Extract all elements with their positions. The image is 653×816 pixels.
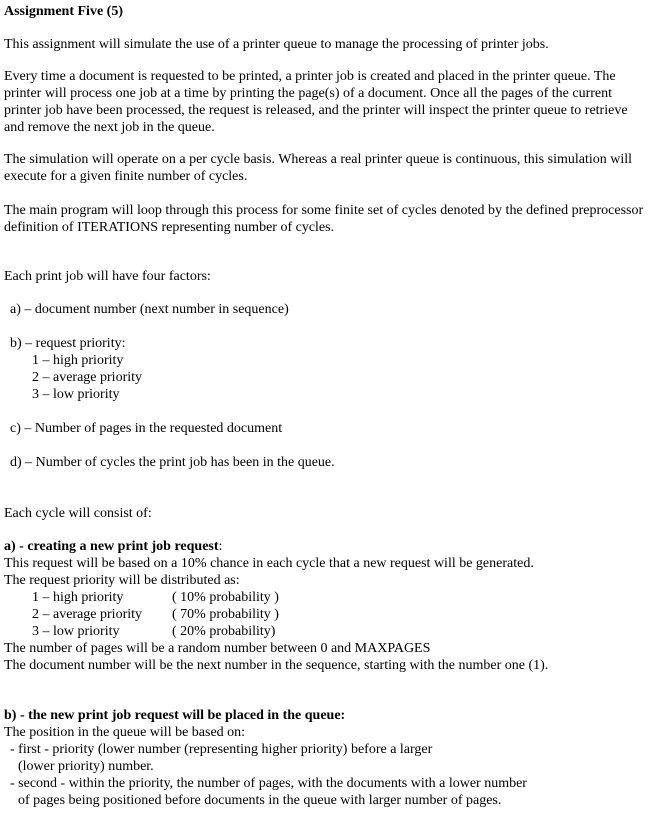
factor-b-item: 3 – low priority [32, 387, 120, 402]
cycle-step-a-title: a) - creating a new print job request [4, 539, 219, 554]
cycle-b-line: - second - within the priority, the number of pages, with the documents with a lower number [10, 776, 527, 791]
priority-probability: ( 20% probability) [172, 624, 276, 639]
cycle-b-line: (lower priority) number. [18, 759, 154, 774]
factor-b-item: 2 – average priority [32, 370, 143, 385]
cycle-a-line: The request priority will be distributed as: [4, 573, 240, 588]
cycle-b-line: The position in the queue will be based on: [4, 725, 246, 740]
printer-process-paragraph: Every time a document is requested to be printed, a printer job is created and placed in the printer queue. The printer will process one job at a time by printing the page(s) of a document. Once all the pages of the current printer job have been processed, the request is released, and the printer will inspect the printer queue to retrieve and remove the next job in the queue. [4, 69, 628, 135]
cycle-a-line: This request will be based on a 10% chance in each cycle that a new request will be generated. [4, 556, 534, 571]
cycle-step-a-heading [4, 538, 644, 555]
factor-b: b) – request priority: [10, 336, 126, 351]
factor-a: a) – document number (next number in sequence) [10, 302, 289, 317]
priority-row [4, 589, 644, 606]
cycle-a-line: The document number will be the next number in the sequence, starting with the number one (1). [4, 658, 549, 673]
priority-row [4, 606, 644, 623]
document [4, 3, 644, 809]
assignment-title: Assignment Five (5) [4, 4, 123, 19]
factor-b-item: 1 – high priority [32, 353, 124, 368]
cycle-b-line: - first - priority (lower number (representing higher priority) before a larger [10, 742, 433, 757]
priority-label: 3 – low priority [32, 624, 120, 639]
priority-probability: ( 70% probability ) [172, 607, 279, 622]
factors-heading: Each print job will have four factors: [4, 269, 211, 284]
priority-label: 2 – average priority [32, 607, 143, 622]
main-loop-paragraph: The main program will loop through this process for some finite set of cycles denoted by the defined preprocessor definition of ITERATIONS representing number of cycles. [4, 203, 644, 235]
priority-label: 1 – high priority [32, 590, 124, 605]
simulation-paragraph: The simulation will operate on a per cycle basis. Whereas a real printer queue is continuous, this simulation will execute for a given finite number of cycles. [4, 152, 633, 184]
priority-probability: ( 10% probability ) [172, 590, 279, 605]
factor-c: c) – Number of pages in the requested document [10, 421, 283, 436]
priority-row [4, 623, 644, 640]
cycle-step-b-heading: b) - the new print job request will be placed in the queue: [4, 708, 346, 723]
cycle-a-line: The number of pages will be a random number between 0 and MAXPAGES [4, 641, 431, 656]
cycle-heading: Each cycle will consist of: [4, 506, 152, 521]
cycle-b-line: of pages being positioned before documents in the queue with larger number of pages. [18, 793, 502, 808]
cycle-step-a-colon: : [218, 539, 223, 554]
factor-d: d) – Number of cycles the print job has been in the queue. [10, 455, 335, 470]
intro-paragraph: This assignment will simulate the use of a printer queue to manage the processing of printer jobs. [4, 37, 549, 52]
